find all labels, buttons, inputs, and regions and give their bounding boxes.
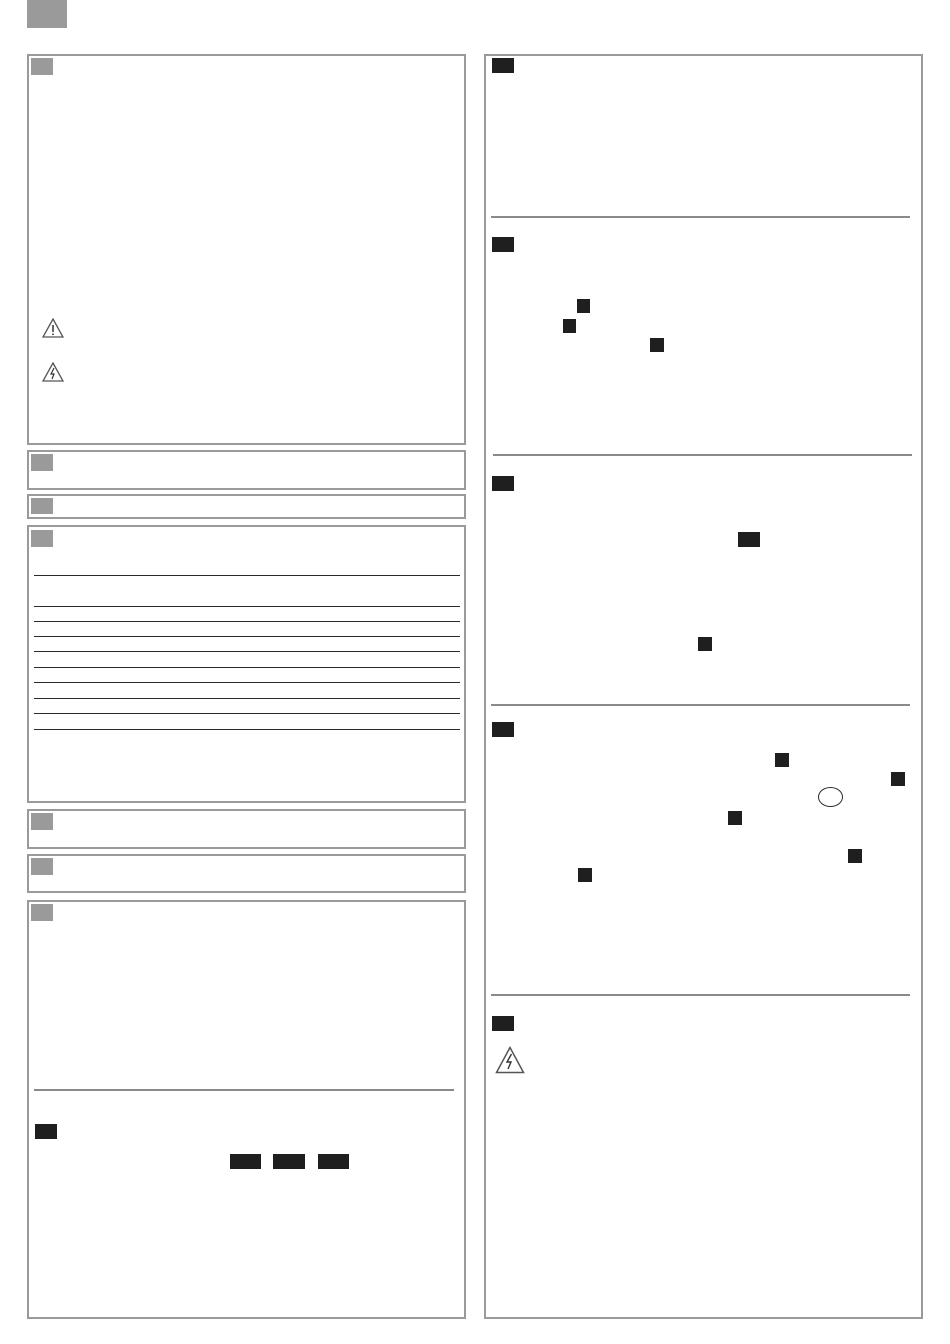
section-divider bbox=[34, 1089, 454, 1091]
inline-marker bbox=[650, 338, 664, 352]
left-section-6 bbox=[27, 854, 466, 893]
left-section-3 bbox=[27, 494, 466, 519]
right-section-4-marker bbox=[492, 722, 514, 737]
left-section-6-marker bbox=[31, 858, 53, 875]
table-rule bbox=[34, 682, 460, 683]
section-divider bbox=[491, 994, 910, 996]
inline-marker bbox=[738, 532, 760, 547]
header-tab bbox=[27, 0, 67, 28]
right-section-2-marker bbox=[492, 237, 514, 252]
right-section-3-marker bbox=[492, 476, 514, 491]
warning-triangle-icon bbox=[42, 318, 64, 338]
inline-marker bbox=[698, 637, 712, 651]
section-divider bbox=[491, 704, 910, 706]
table-rule bbox=[34, 636, 460, 637]
electrical-hazard-icon bbox=[42, 362, 64, 382]
left-section-4-marker bbox=[31, 530, 53, 547]
table-rule bbox=[34, 575, 460, 576]
inline-marker bbox=[273, 1154, 305, 1169]
right-section-5-marker bbox=[492, 1016, 514, 1031]
table-rule bbox=[34, 713, 460, 714]
inline-marker bbox=[318, 1154, 349, 1169]
electrical-hazard-icon bbox=[495, 1046, 525, 1074]
section-divider bbox=[493, 454, 912, 456]
inline-marker bbox=[891, 772, 905, 786]
inline-marker bbox=[775, 753, 789, 767]
left-section-5-marker bbox=[31, 813, 53, 830]
inline-marker bbox=[578, 868, 592, 882]
table-rule bbox=[34, 729, 460, 730]
table-rule bbox=[34, 667, 460, 668]
inline-marker bbox=[577, 299, 590, 313]
table-rule bbox=[34, 606, 460, 607]
table-rule bbox=[34, 651, 460, 652]
subsection-marker bbox=[35, 1124, 57, 1139]
table-rule bbox=[34, 621, 460, 622]
left-section-4 bbox=[27, 525, 466, 803]
right-section-1-marker bbox=[492, 58, 514, 73]
left-section-7 bbox=[27, 900, 466, 1319]
left-section-1 bbox=[27, 54, 466, 445]
inline-marker bbox=[230, 1154, 261, 1169]
left-section-7-marker bbox=[31, 904, 53, 921]
inline-marker bbox=[728, 811, 742, 825]
left-section-2 bbox=[27, 450, 466, 490]
left-section-3-marker bbox=[31, 498, 53, 514]
left-section-2-marker bbox=[31, 454, 53, 471]
table-rule bbox=[34, 698, 460, 699]
section-divider bbox=[491, 216, 910, 218]
left-section-1-marker bbox=[31, 58, 53, 75]
right-column-frame bbox=[484, 54, 923, 1319]
circle-marker bbox=[818, 787, 843, 807]
inline-marker bbox=[848, 849, 862, 863]
left-section-5 bbox=[27, 809, 466, 849]
inline-marker bbox=[563, 319, 576, 333]
